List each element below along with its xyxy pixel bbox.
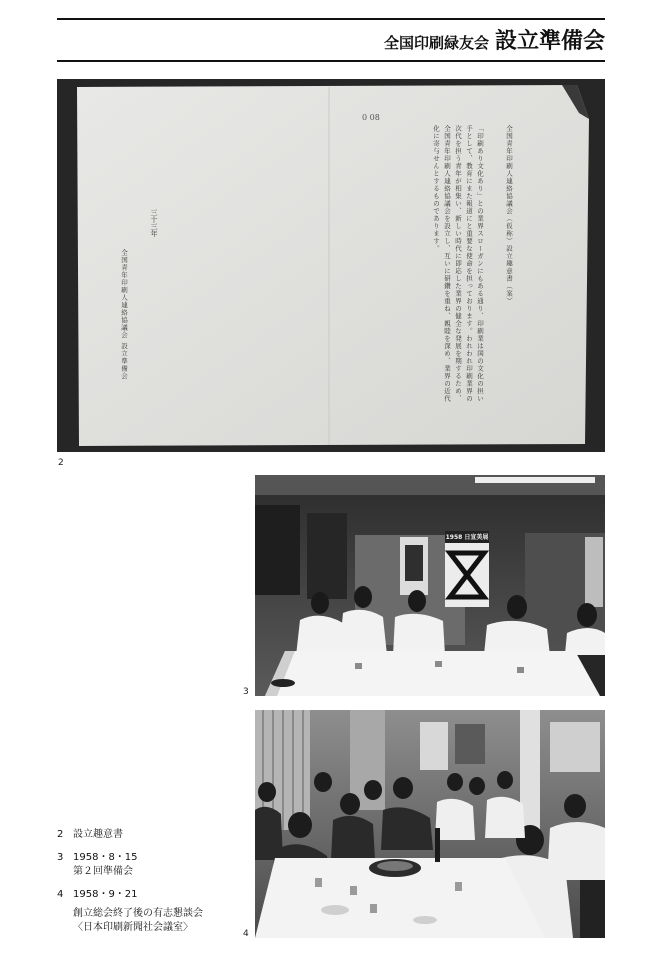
- caption-line: 創立総会終了後の有志懇談会: [73, 908, 203, 919]
- photo-number-3: 3: [243, 687, 249, 697]
- poster-text: 1958 日宣美展: [445, 534, 489, 541]
- caption-number: 4: [57, 889, 64, 900]
- document-date: 三十三年: [150, 209, 158, 237]
- caption-2: [57, 828, 247, 842]
- caption-number: 2: [57, 829, 64, 840]
- document-signature: 全国青年印刷人連絡協議会 設立準備会: [120, 249, 128, 380]
- caption-line: 設立趣意書: [73, 829, 123, 840]
- document-heading: 全国青年印刷人連絡協議会（仮称）設立趣意書（案）: [505, 125, 513, 305]
- document-stamp: 0 08: [362, 113, 380, 122]
- banquet-photo: [255, 710, 605, 938]
- document-photo: [57, 79, 605, 452]
- page-header: [384, 24, 605, 55]
- caption-line: 1958・8・15: [73, 852, 138, 863]
- captions: [57, 828, 247, 944]
- caption-line: 第２回準備会: [73, 866, 133, 877]
- caption-line: 〈日本印刷新聞社会議室〉: [73, 922, 193, 933]
- caption-number: 3: [57, 852, 64, 863]
- caption-3: [57, 851, 247, 879]
- meeting-photo: [255, 475, 605, 696]
- header-top-rule: [57, 18, 605, 20]
- header-subtitle: 全国印刷緑友会: [383, 34, 489, 52]
- photo-number-2: 2: [58, 458, 64, 468]
- photo-number-4: 4: [243, 929, 249, 939]
- document-body: 「印刷あり文化あり」との業界スローガンにもある通り、印刷業は国の文化の担い手として、教育にまた報道にと重要な使命を担っております。われわれ印刷業界の次代を担う青年が相集い、新しい時代に即応した業界の健全な発展を期するため、全国青年印刷人連絡協議会を設立し、互いに研鑽を重ね、親睦を深め、業界の近代化に寄与せんとするものであります。: [432, 125, 484, 403]
- header-bottom-rule: [57, 60, 605, 62]
- caption-4: [57, 888, 247, 935]
- caption-line: 1958・9・21: [73, 889, 138, 900]
- header-title: 設立準備会: [494, 29, 605, 54]
